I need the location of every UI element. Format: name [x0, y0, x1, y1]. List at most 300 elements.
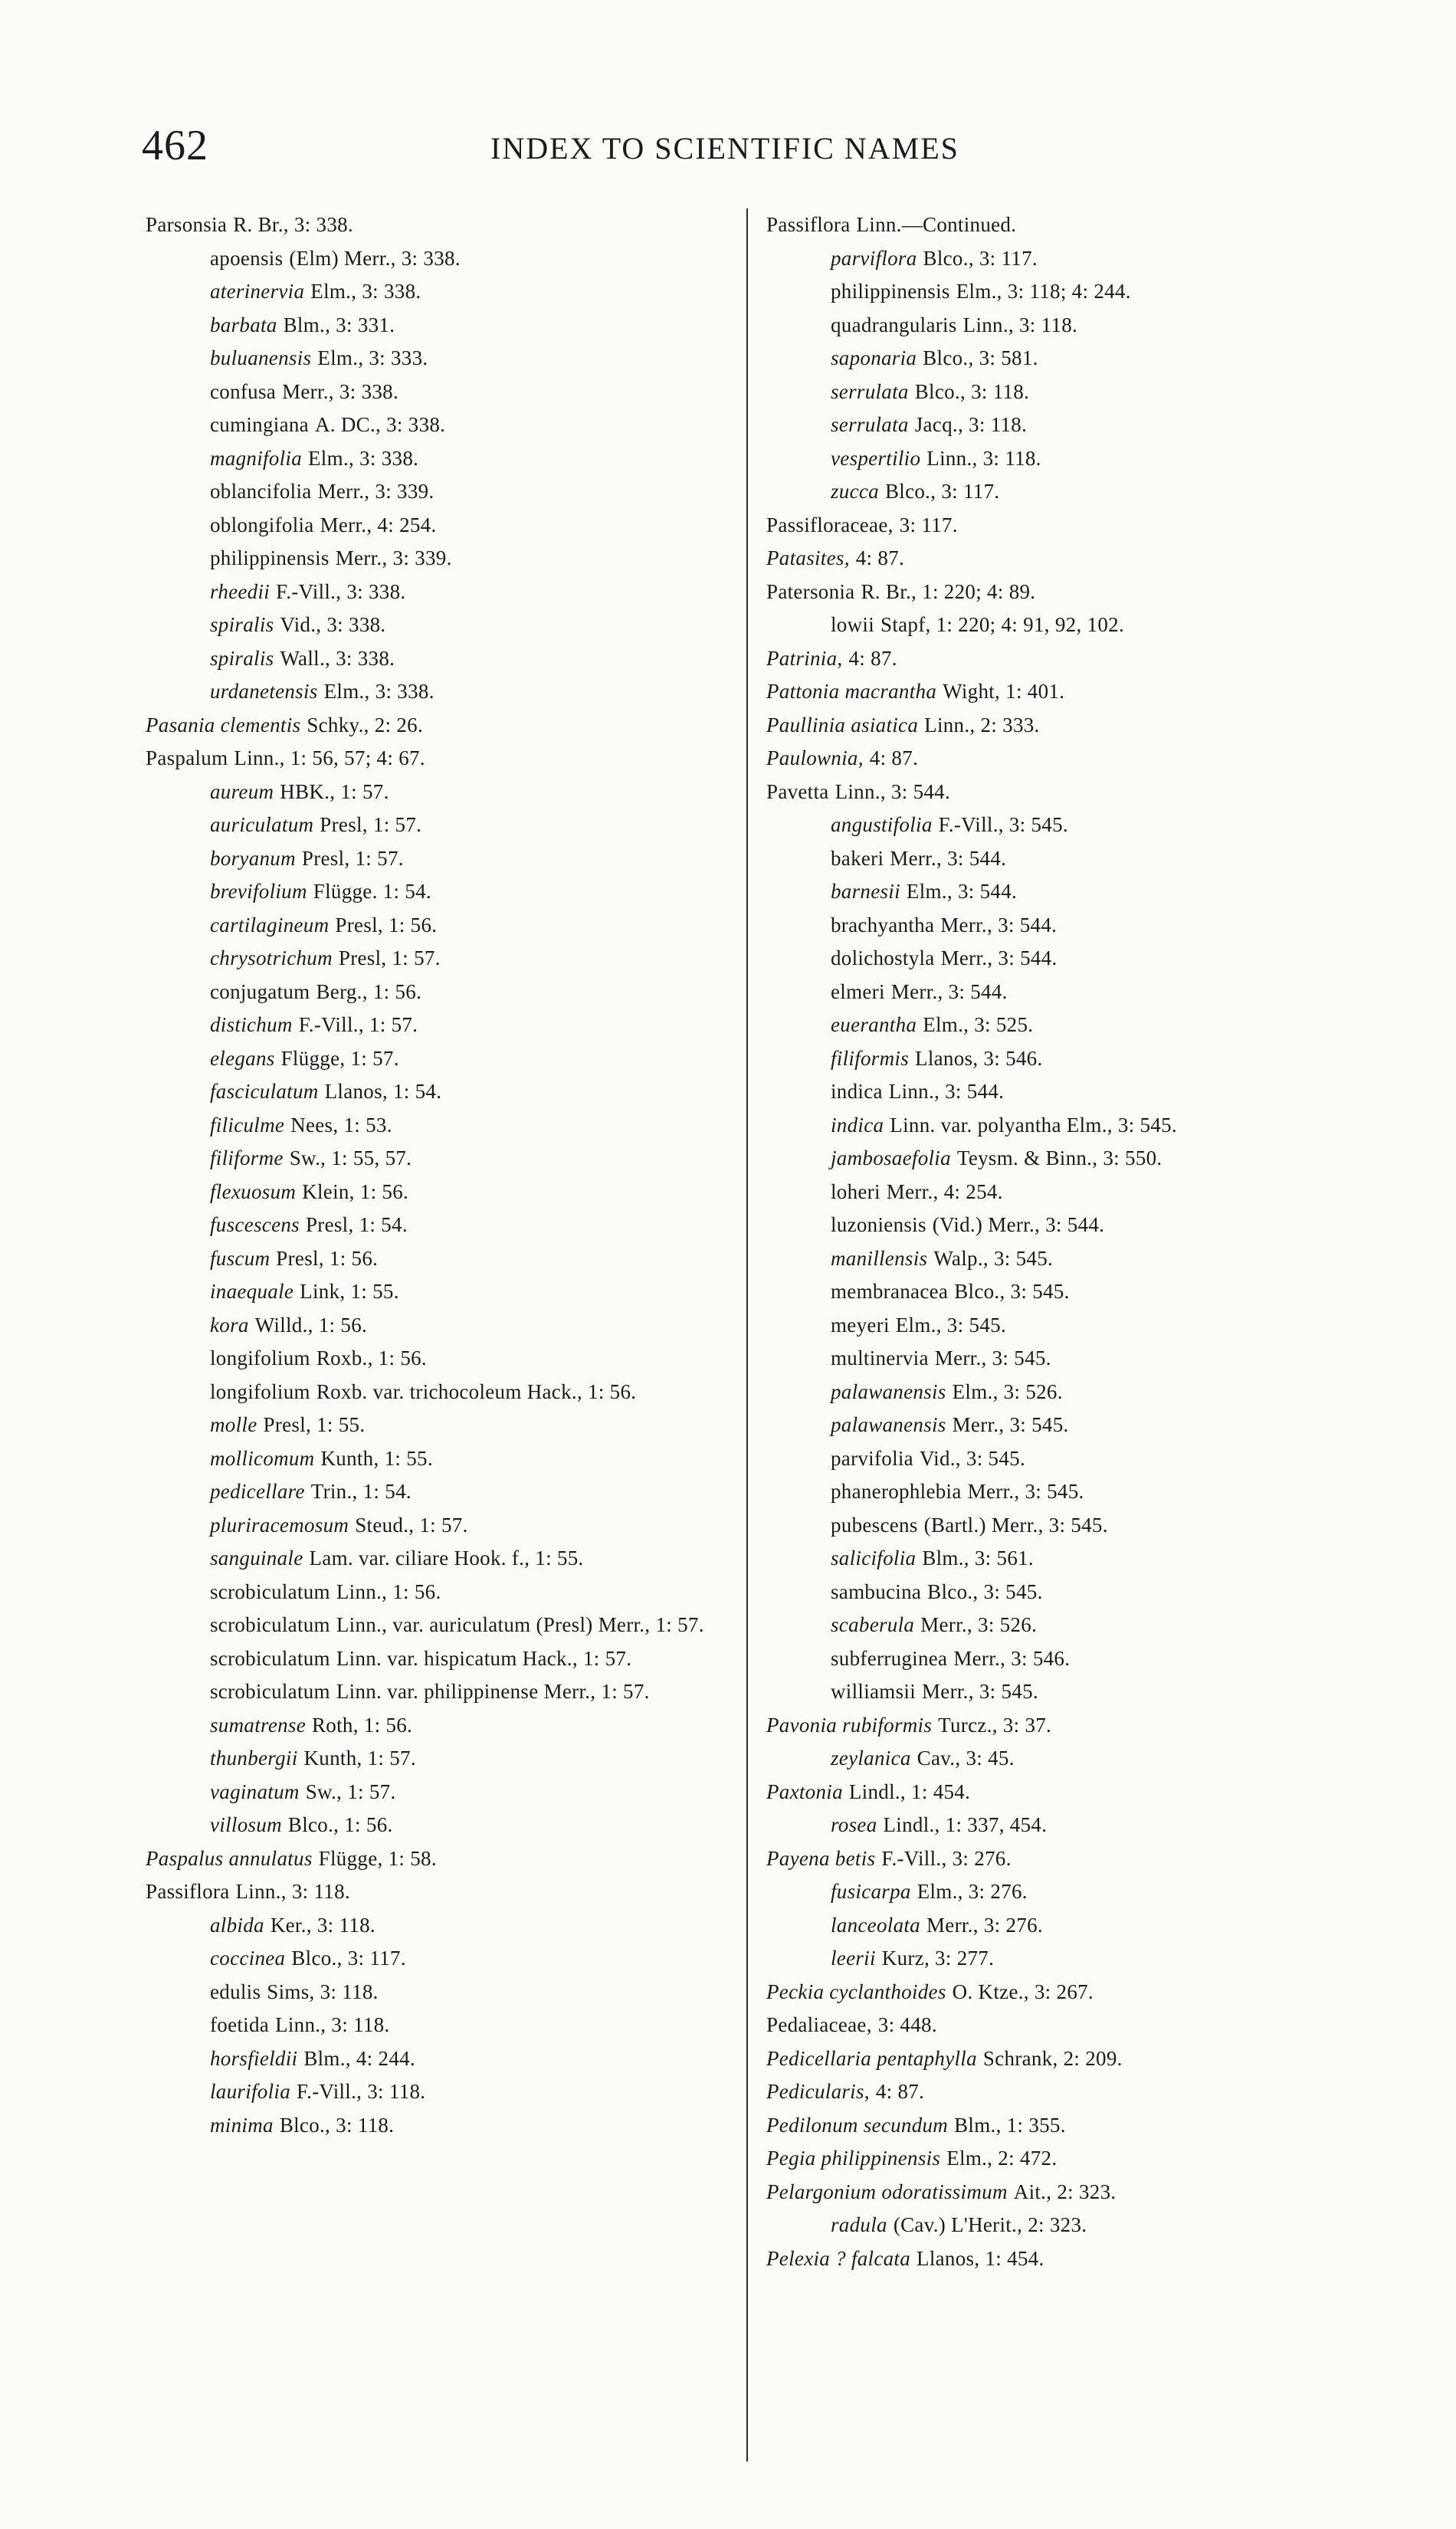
index-entry — [766, 442, 1364, 476]
index-entry — [766, 1176, 1364, 1209]
taxon-name: boryanum — [210, 846, 296, 870]
entry-citation: Elm., 2: 472. — [946, 2147, 1058, 2170]
index-entry — [766, 2109, 1364, 2143]
entry-citation: Jacq., 3: 118. — [914, 413, 1028, 436]
entry-citation: Linn. var. polyantha Elm., 3: 545. — [890, 1113, 1177, 1137]
index-entry — [146, 242, 736, 276]
taxon-name: Pavonia rubiformis — [766, 1713, 933, 1737]
taxon-name: brevifolium — [210, 880, 307, 903]
taxon-name: indica — [831, 1113, 884, 1137]
entry-citation: Lindl., 1: 454. — [848, 1779, 971, 1803]
taxon-name: leerii — [831, 1947, 876, 1970]
taxon-name: Pedicellaria pentaphylla — [766, 2046, 977, 2070]
entry-citation: Presl, 1: 57. — [301, 846, 404, 870]
entry-citation: 3: 448. — [877, 2013, 937, 2036]
index-entry — [146, 909, 736, 943]
index-entry — [146, 208, 736, 242]
index-entry — [766, 942, 1364, 976]
entry-citation: Walp., 3: 545. — [933, 1246, 1054, 1270]
taxon-name: palawanensis — [831, 1413, 946, 1436]
taxon-name: luzoniensis — [831, 1213, 926, 1236]
taxon-name: laurifolia — [210, 2080, 291, 2103]
index-entry — [766, 242, 1364, 276]
taxon-name: edulis — [210, 1980, 261, 2003]
entry-citation: Turcz., 3: 37. — [938, 1713, 1052, 1737]
entry-citation: Merr., 3: 545. — [922, 1680, 1038, 1703]
index-entry — [766, 342, 1364, 376]
entry-citation: F.-Vill., 3: 338. — [276, 579, 406, 603]
taxon-name: salicifolia — [831, 1547, 917, 1570]
index-entry — [766, 909, 1364, 943]
taxon-name: fusicarpa — [831, 1880, 911, 1903]
taxon-name: fasciculatum — [210, 1080, 319, 1103]
index-entry — [146, 1709, 736, 1743]
index-entry — [766, 2009, 1364, 2042]
taxon-name: aureum — [210, 779, 274, 803]
taxon-name: Pasania clementis — [146, 713, 301, 736]
taxon-name: Peckia cyclanthoides — [766, 1980, 946, 2003]
entry-citation: Merr., 3: 545. — [952, 1413, 1069, 1436]
entry-citation: Elm., 3: 276. — [917, 1880, 1028, 1903]
index-entry — [146, 1542, 736, 1576]
taxon-name: sumatrense — [210, 1713, 306, 1737]
taxon-name: thunbergii — [210, 1747, 298, 1770]
index-entry — [146, 342, 736, 376]
index-entry — [146, 1075, 736, 1109]
entry-citation: Linn. var. hispicatum Hack., 1: 57. — [336, 1646, 632, 1670]
index-entry — [146, 542, 736, 576]
entry-citation: Merr., 3: 544. — [940, 913, 1058, 936]
column-divider — [746, 208, 748, 2462]
entry-citation: Blco., 3: 118. — [914, 379, 1030, 403]
taxon-name: vaginatum — [210, 1779, 300, 1803]
taxon-name: pluriracemosum — [210, 1513, 349, 1537]
entry-citation: 4: 87. — [869, 746, 919, 769]
taxon-name: serrulata — [831, 379, 909, 403]
entry-citation: Blm., 4: 244. — [303, 2046, 415, 2070]
entry-citation: Lam. var. ciliare Hook. f., 1: 55. — [309, 1547, 584, 1570]
index-entry — [766, 1742, 1364, 1776]
entry-citation: Linn., 2: 333. — [924, 713, 1040, 736]
entry-citation: Presl, 1: 56. — [276, 1246, 379, 1270]
entry-citation: Linn., 1: 56. — [336, 1579, 441, 1603]
entry-citation: Blm., 3: 331. — [283, 313, 395, 336]
taxon-name: pedicellare — [210, 1480, 305, 1503]
index-entry — [146, 1242, 736, 1276]
index-entry — [146, 1475, 736, 1509]
index-entry — [146, 776, 736, 809]
index-entry — [766, 1342, 1364, 1376]
entry-citation: F.-Vill., 3: 545. — [938, 813, 1068, 836]
taxon-name: palawanensis — [831, 1379, 946, 1403]
taxon-name: scrobiculatum — [210, 1579, 330, 1603]
index-entry — [766, 642, 1364, 676]
index-entry — [146, 1642, 736, 1676]
index-entry — [146, 1009, 736, 1042]
index-entry — [146, 1609, 736, 1642]
index-entry — [146, 842, 736, 876]
index-entry — [146, 1275, 736, 1309]
entry-citation: Vid., 3: 338. — [280, 613, 386, 636]
entry-citation: F.-Vill., 1: 57. — [298, 1013, 418, 1036]
taxon-name: Patersonia — [766, 579, 855, 603]
index-entry — [766, 376, 1364, 409]
page-number: 462 — [142, 122, 208, 169]
taxon-name: Parsonsia — [146, 213, 228, 236]
index-entry — [766, 1109, 1364, 1143]
index-entry — [146, 1342, 736, 1376]
entry-citation: (Bartl.) Merr., 3: 545. — [923, 1513, 1108, 1537]
taxon-name: Paullinia asiatica — [766, 713, 919, 736]
taxon-name: Passiflora — [766, 213, 851, 236]
index-entry — [146, 2042, 736, 2076]
entry-citation: Merr., 3: 544. — [940, 946, 1058, 969]
entry-citation: Steud., 1: 57. — [355, 1513, 468, 1537]
taxon-name: cumingiana — [210, 413, 309, 436]
taxon-name: parvifolia — [831, 1446, 913, 1470]
taxon-name: multinervia — [831, 1347, 929, 1369]
index-entry — [146, 1875, 736, 1909]
entry-citation: Sw., 1: 55, 57. — [289, 1146, 412, 1169]
index-entry — [766, 2042, 1364, 2076]
index-entry — [766, 2242, 1364, 2276]
index-entry — [766, 742, 1364, 776]
index-entry — [766, 1675, 1364, 1709]
index-entry — [766, 1409, 1364, 1442]
index-entry — [766, 1842, 1364, 1876]
index-entry — [146, 1176, 736, 1209]
entry-citation: Wight, 1: 401. — [943, 680, 1065, 703]
taxon-name: longifolium — [210, 1347, 310, 1369]
taxon-name: serrulata — [831, 413, 909, 436]
taxon-name: Pedicularis, — [766, 2080, 870, 2103]
entry-citation: Ker., 3: 118. — [270, 1913, 375, 1937]
index-entry — [766, 1609, 1364, 1642]
taxon-name: fuscum — [210, 1246, 271, 1270]
index-entry — [766, 1909, 1364, 1943]
entry-citation: Flügge. 1: 54. — [313, 880, 431, 903]
entry-citation: (Cav.) L'Herit., 2: 323. — [893, 2213, 1087, 2236]
entry-citation: Merr., 3: 545. — [934, 1347, 1051, 1369]
index-entry — [766, 608, 1364, 642]
index-entry — [146, 742, 736, 776]
index-entry — [766, 1875, 1364, 1909]
taxon-name: zeylanica — [831, 1747, 911, 1770]
taxon-name: scrobiculatum — [210, 1646, 330, 1670]
taxon-name: scrobiculatum — [210, 1613, 330, 1636]
taxon-name: Paulownia, — [766, 746, 864, 769]
index-entry — [146, 475, 736, 509]
taxon-name: scaberula — [831, 1613, 915, 1636]
taxon-name: confusa — [210, 379, 277, 403]
index-entry — [146, 942, 736, 976]
entry-citation: (Vid.) Merr., 3: 544. — [932, 1213, 1105, 1236]
entry-citation: Blco., 3: 117. — [884, 480, 1000, 503]
taxon-name: auriculatum — [210, 813, 314, 836]
taxon-name: Patrinia, — [766, 646, 843, 670]
entry-citation: Schky., 2: 26. — [307, 713, 424, 736]
taxon-name: inaequale — [210, 1280, 294, 1303]
taxon-name: Pegia philippinensis — [766, 2147, 941, 2170]
taxon-name: dolichostyla — [831, 946, 935, 969]
entry-citation: Elm., 3: 338. — [310, 280, 421, 303]
taxon-name: foetida — [210, 2013, 270, 2036]
index-entry — [146, 2009, 736, 2042]
entry-citation: Merr., 3: 276. — [926, 1913, 1043, 1937]
index-entry — [766, 1142, 1364, 1176]
taxon-name: barbata — [210, 313, 277, 336]
taxon-name: Pedilonum secundum — [766, 2113, 949, 2137]
taxon-name: sanguinale — [210, 1547, 303, 1570]
taxon-name: pubescens — [831, 1513, 918, 1537]
entry-citation: R. Br., 1: 220; 4: 89. — [861, 579, 1036, 603]
entry-citation: F.-Vill., 3: 276. — [881, 1846, 1012, 1870]
index-entry — [766, 1442, 1364, 1476]
taxon-name: chrysotrichum — [210, 946, 333, 969]
entry-citation: Roxb. var. trichocoleum Hack., 1: 56. — [316, 1379, 637, 1403]
index-entry — [766, 542, 1364, 576]
index-entry — [766, 1042, 1364, 1076]
taxon-name: magnifolia — [210, 446, 303, 470]
index-entry — [766, 2075, 1364, 2109]
entry-citation: Llanos, 1: 454. — [917, 2246, 1044, 2270]
entry-citation: Presl, 1: 57. — [338, 946, 441, 969]
index-entry — [146, 1109, 736, 1143]
entry-citation: Blco., 3: 545. — [927, 1579, 1043, 1603]
taxon-name: albida — [210, 1913, 264, 1937]
taxon-name: manillensis — [831, 1246, 928, 1270]
taxon-name: lowii — [831, 613, 875, 636]
taxon-name: cartilagineum — [210, 913, 330, 936]
entry-citation: Link, 1: 55. — [300, 1280, 399, 1303]
index-entry — [146, 1809, 736, 1842]
entry-citation: Flügge, 1: 58. — [318, 1846, 437, 1870]
index-entry — [766, 976, 1364, 1009]
entry-citation: Kunth, 1: 57. — [303, 1747, 416, 1770]
index-entry — [146, 709, 736, 743]
taxon-name: oblongifolia — [210, 513, 314, 536]
taxon-name: molle — [210, 1413, 257, 1436]
entry-citation: Linn., 1: 56, 57; 4: 67. — [234, 746, 425, 769]
right-index-column — [766, 208, 1364, 2275]
taxon-name: sambucina — [831, 1579, 922, 1603]
entry-citation: Sims, 3: 118. — [267, 1980, 379, 2003]
index-entry — [766, 509, 1364, 543]
entry-citation: Llanos, 1: 54. — [324, 1080, 442, 1103]
taxon-name: elegans — [210, 1046, 275, 1070]
index-entry — [766, 309, 1364, 343]
index-entry — [766, 1475, 1364, 1509]
entry-citation: Presl, 1: 54. — [305, 1213, 408, 1236]
entry-citation: Presl, 1: 57. — [320, 813, 422, 836]
entry-citation: Blco., 3: 117. — [291, 1947, 406, 1970]
entry-citation: Linn., 3: 544. — [888, 1080, 1005, 1103]
index-entry — [766, 1809, 1364, 1842]
entry-citation: HBK., 1: 57. — [280, 779, 389, 803]
taxon-name: meyeri — [831, 1313, 890, 1337]
entry-citation: Merr., 3: 338. — [282, 379, 399, 403]
taxon-name: loheri — [831, 1179, 880, 1203]
entry-citation: 4: 87. — [875, 2080, 925, 2103]
entry-citation: Linn.—Continued. — [856, 213, 1017, 236]
entry-citation: Kunth, 1: 55. — [320, 1446, 433, 1470]
index-entry — [146, 509, 736, 543]
index-entry — [146, 376, 736, 409]
index-entry — [766, 475, 1364, 509]
index-entry — [146, 1376, 736, 1409]
entry-citation: O. Ktze., 3: 267. — [952, 1980, 1094, 2003]
entry-citation: Roth, 1: 56. — [312, 1713, 413, 1737]
index-entry — [766, 1009, 1364, 1042]
index-entry — [766, 1642, 1364, 1676]
index-entry — [766, 675, 1364, 709]
taxon-name: Patasites, — [766, 546, 850, 569]
taxon-name: distichum — [210, 1013, 293, 1036]
taxon-name: rosea — [831, 1813, 877, 1836]
taxon-name: buluanensis — [210, 346, 312, 369]
index-entry — [146, 1942, 736, 1976]
entry-citation: Merr., 3: 339. — [317, 480, 435, 503]
entry-citation: Stapf, 1: 220; 4: 91, 92, 102. — [880, 613, 1125, 636]
taxon-name: philippinensis — [210, 546, 330, 569]
taxon-name: jambosaefolia — [831, 1146, 951, 1169]
entry-citation: Wall., 3: 338. — [280, 646, 395, 670]
taxon-name: quadrangularis — [831, 313, 957, 336]
index-entry — [146, 1675, 736, 1709]
index-entry — [146, 675, 736, 709]
index-entry — [146, 576, 736, 609]
index-entry — [146, 1509, 736, 1543]
taxon-name: longifolium — [210, 1379, 310, 1403]
taxon-name: bakeri — [831, 846, 884, 870]
entry-citation: Linn., 3: 118. — [275, 2013, 390, 2036]
index-entry — [146, 1309, 736, 1343]
page-title: INDEX TO SCIENTIFIC NAMES — [490, 131, 959, 166]
entry-citation: Willd., 1: 56. — [254, 1313, 368, 1337]
entry-citation: Elm., 3: 545. — [895, 1313, 1006, 1337]
entry-citation: Ait., 2: 323. — [1013, 2180, 1117, 2203]
entry-citation: Roxb., 1: 56. — [316, 1347, 427, 1369]
entry-citation: Elm., 3: 526. — [952, 1379, 1063, 1403]
entry-citation: Merr., 3: 546. — [953, 1646, 1071, 1670]
taxon-name: Paspalus annulatus — [146, 1846, 313, 1870]
index-entry — [766, 2209, 1364, 2242]
taxon-name: apoensis — [210, 246, 284, 270]
entry-citation: Berg., 1: 56. — [316, 979, 422, 1003]
entry-citation: Llanos, 3: 546. — [915, 1046, 1043, 1070]
taxon-name: rheedii — [210, 579, 271, 603]
entry-citation: Flügge, 1: 57. — [280, 1046, 399, 1070]
taxon-name: radula — [831, 2213, 887, 2236]
index-entry — [146, 1742, 736, 1776]
taxon-name: Pattonia macrantha — [766, 680, 937, 703]
index-entry — [146, 442, 736, 476]
index-entry — [766, 1976, 1364, 2009]
taxon-name: Pelexia ? falcata — [766, 2246, 911, 2270]
index-entry — [766, 1376, 1364, 1409]
taxon-name: Paspalum — [146, 746, 228, 769]
taxon-name: Payena betis — [766, 1846, 876, 1870]
taxon-name: brachyantha — [831, 913, 935, 936]
taxon-name: oblancifolia — [210, 480, 312, 503]
entry-citation: Linn., var. auriculatum (Presl) Merr., 1: 57. — [336, 1613, 704, 1636]
entry-citation: A. DC., 3: 338. — [314, 413, 446, 436]
index-entry — [766, 1275, 1364, 1309]
index-entry — [766, 275, 1364, 309]
taxon-name: Pedaliaceae, — [766, 2013, 872, 2036]
entry-citation: Elm., 3: 525. — [923, 1013, 1034, 1036]
index-entry — [146, 875, 736, 909]
taxon-name: spiralis — [210, 646, 274, 670]
index-entry — [766, 1776, 1364, 1809]
entry-citation: 4: 87. — [855, 546, 905, 569]
entry-citation: Linn. var. philippinense Merr., 1: 57. — [336, 1680, 650, 1703]
entry-citation: Blco., 3: 545. — [954, 1280, 1070, 1303]
taxon-name: filiformis — [831, 1046, 910, 1070]
entry-citation: Linn., 3: 118. — [235, 1880, 350, 1903]
taxon-name: indica — [831, 1080, 883, 1103]
index-entry — [146, 642, 736, 676]
entry-citation: Elm., 3: 333. — [317, 346, 428, 369]
entry-citation: Schrank, 2: 209. — [982, 2046, 1123, 2070]
entry-citation: Merr., 3: 339. — [335, 546, 452, 569]
taxon-name: lanceolata — [831, 1913, 920, 1937]
taxon-name: fuscescens — [210, 1213, 300, 1236]
taxon-name: phanerophlebia — [831, 1480, 962, 1503]
taxon-name: subferruginea — [831, 1646, 948, 1670]
entry-citation: Blco., 1: 56. — [287, 1813, 393, 1836]
index-entry — [766, 2176, 1364, 2209]
entry-citation: Presl, 1: 55. — [263, 1413, 366, 1436]
left-index-column — [146, 208, 736, 2142]
index-entry — [146, 1576, 736, 1609]
taxon-name: philippinensis — [831, 280, 950, 303]
taxon-name: saponaria — [831, 346, 917, 369]
index-entry — [766, 1709, 1364, 1743]
entry-citation: Merr., 3: 544. — [890, 979, 1008, 1003]
index-entry — [146, 2109, 736, 2143]
entry-citation: Merr., 4: 254. — [886, 1179, 1003, 1203]
entry-citation: R. Br., 3: 338. — [233, 213, 353, 236]
taxon-name: kora — [210, 1313, 249, 1337]
taxon-name: barnesii — [831, 880, 900, 903]
entry-citation: Elm., 3: 544. — [906, 880, 1018, 903]
index-entry — [766, 1509, 1364, 1543]
taxon-name: euerantha — [831, 1013, 917, 1036]
taxon-name: scrobiculatum — [210, 1680, 330, 1703]
index-entry — [146, 1409, 736, 1442]
index-entry — [766, 1309, 1364, 1343]
entry-citation: Vid., 3: 545. — [919, 1446, 1025, 1470]
entry-citation: Elm., 3: 338. — [323, 680, 435, 703]
entry-citation: Blm., 1: 355. — [954, 2113, 1066, 2137]
index-entry — [146, 608, 736, 642]
taxon-name: horsfieldii — [210, 2046, 298, 2070]
taxon-name: zucca — [831, 480, 879, 503]
entry-citation: Linn., 3: 544. — [835, 779, 951, 803]
index-entry — [766, 842, 1364, 876]
index-entry — [146, 1909, 736, 1943]
index-entry — [766, 1542, 1364, 1576]
index-entry — [146, 1442, 736, 1476]
taxon-name: williamsii — [831, 1680, 916, 1703]
taxon-name: Pavetta — [766, 779, 829, 803]
entry-citation: Nees, 1: 53. — [290, 1113, 392, 1137]
entry-citation: Merr., 3: 526. — [920, 1613, 1038, 1636]
index-entry — [146, 408, 736, 442]
taxon-name: Pelargonium odoratissimum — [766, 2180, 1008, 2203]
taxon-name: filiculme — [210, 1113, 285, 1137]
